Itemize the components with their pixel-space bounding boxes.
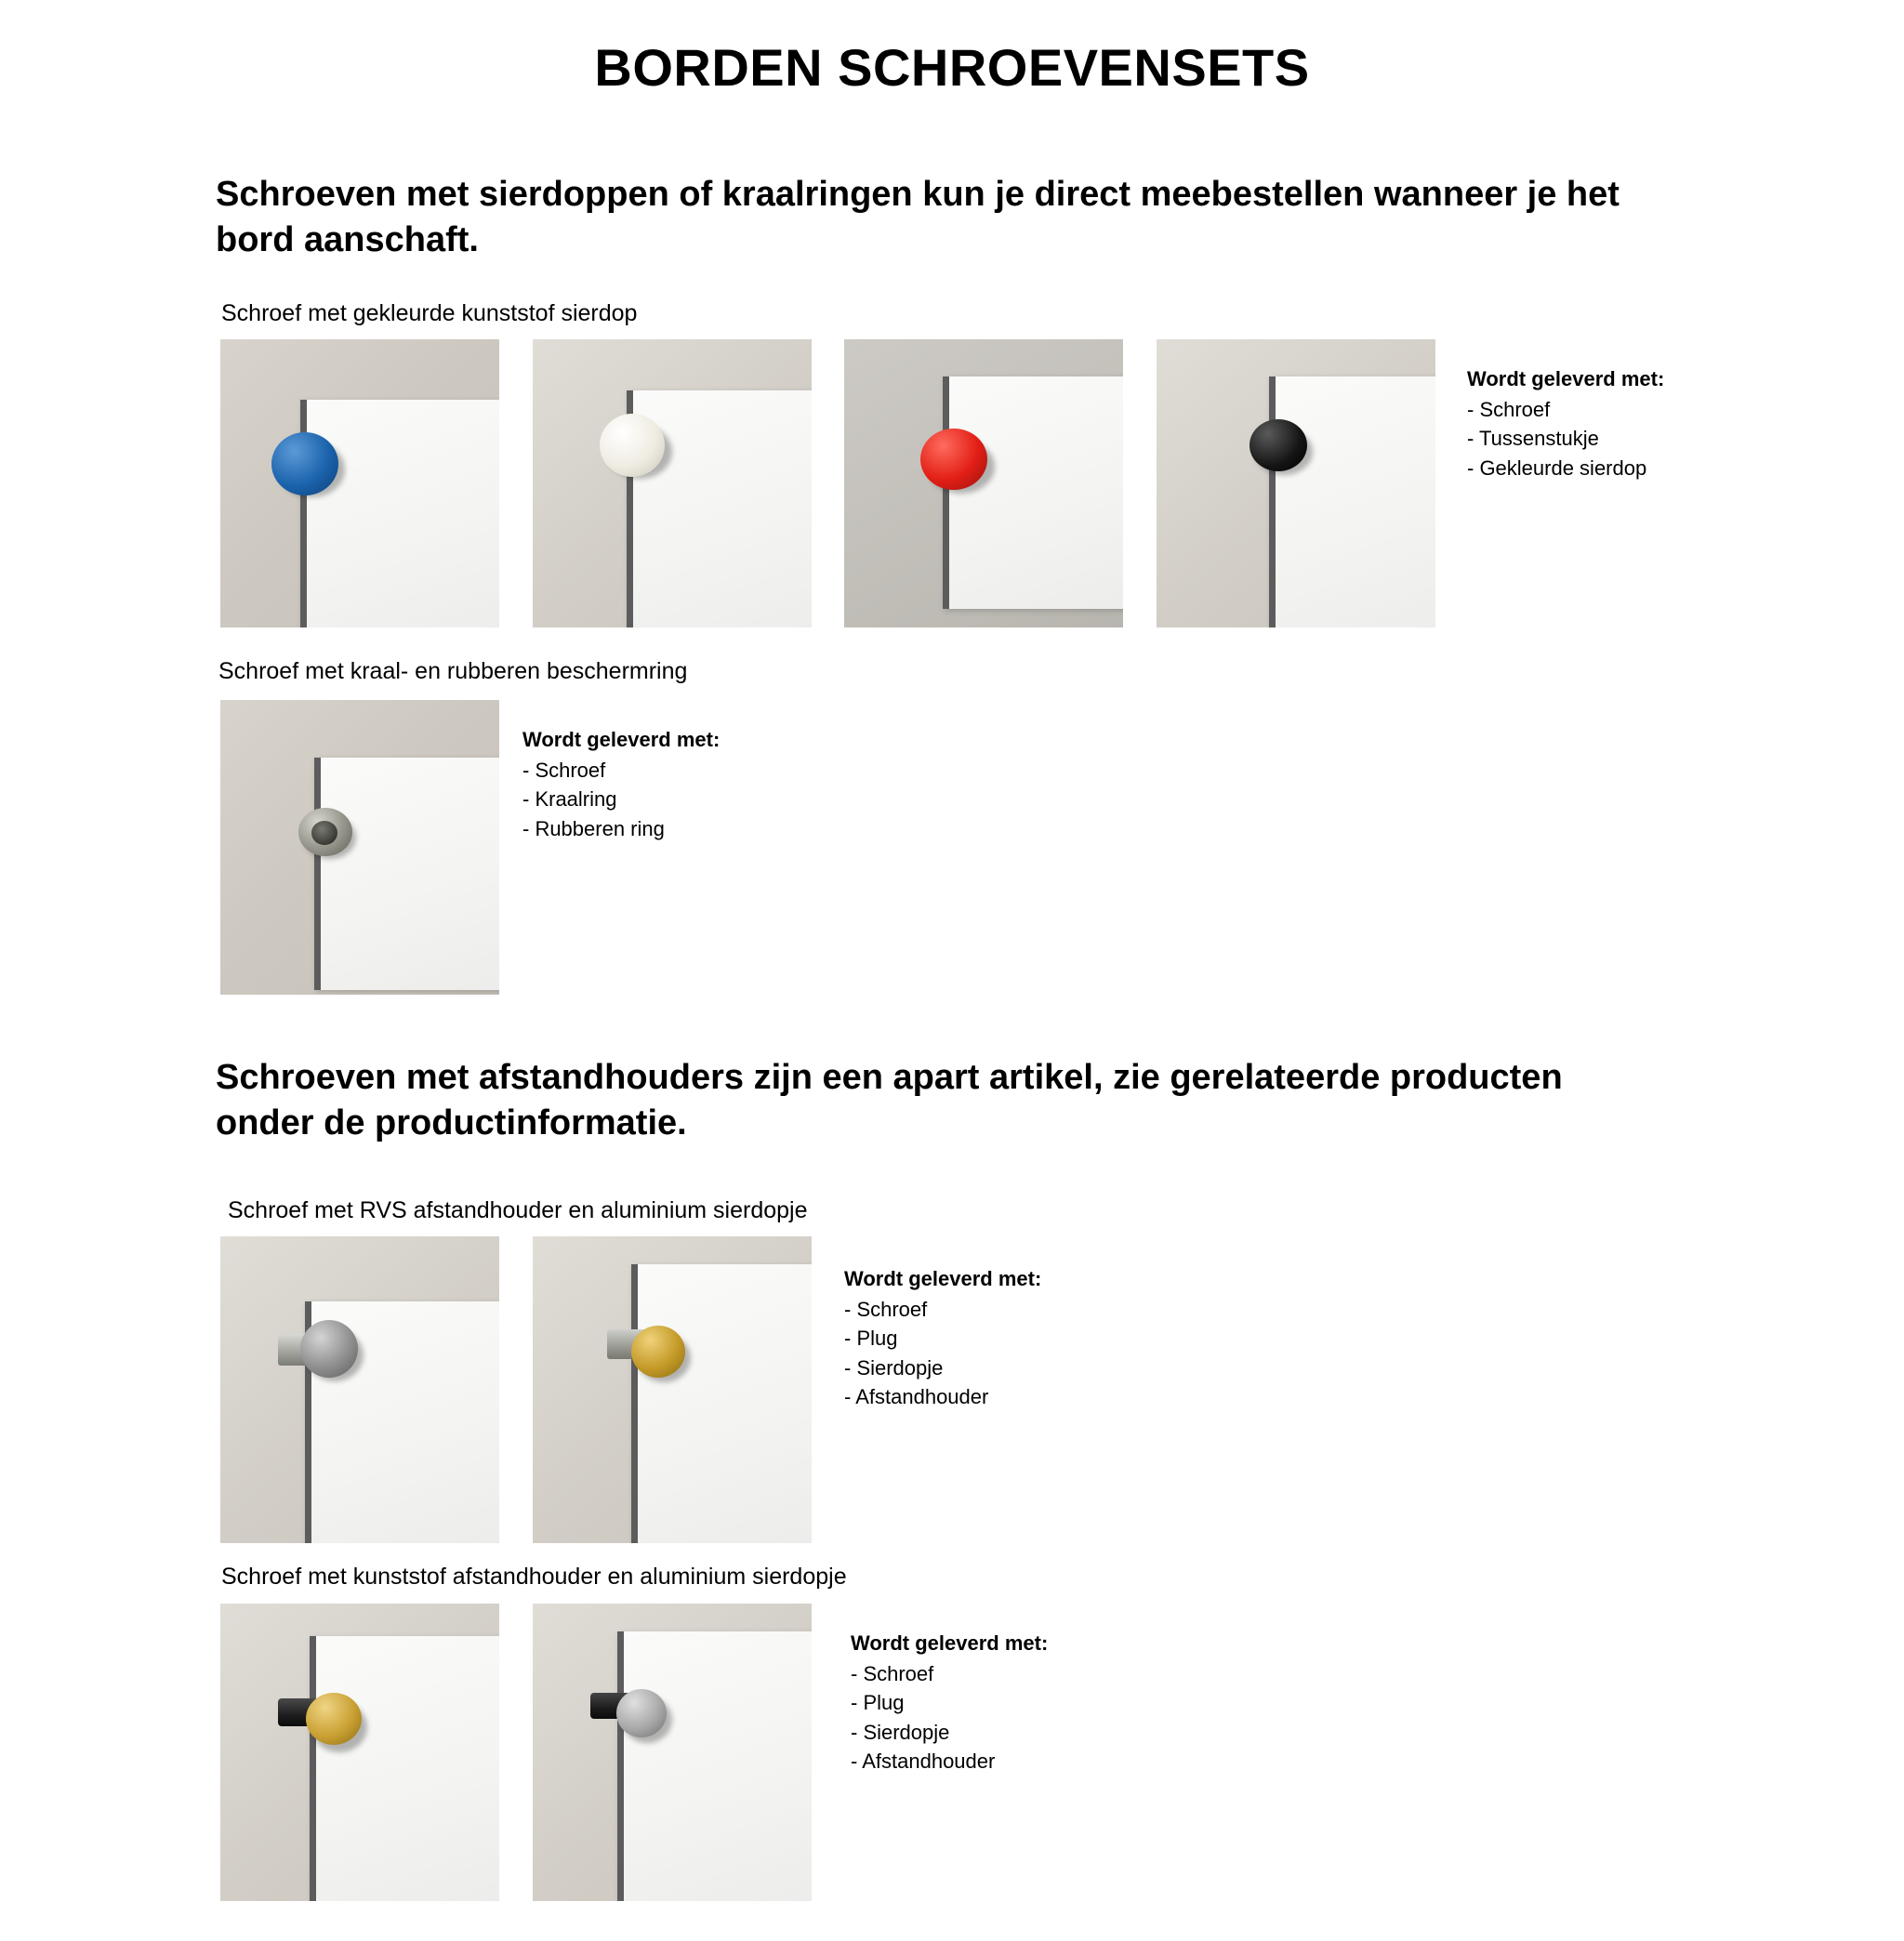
board-edge xyxy=(1269,376,1276,627)
second-heading-text: Schroeven met afstandhouders zijn een apart artikel, zie gerelateerde producten onder de productinformatie. xyxy=(216,1058,1563,1142)
spec-item: - Tussenstukje xyxy=(1467,427,1599,451)
cap-silver-icon xyxy=(616,1689,667,1737)
photo-rvs-standoff-silver xyxy=(220,1236,499,1543)
cap-gold-icon xyxy=(631,1326,685,1378)
board-edge xyxy=(617,1631,624,1901)
spec-sierdop xyxy=(1467,364,1664,482)
board-edge xyxy=(314,758,321,990)
spec-item: - Kraalring xyxy=(522,787,617,812)
spec-item: - Plug xyxy=(844,1327,898,1351)
photo-red-cap xyxy=(844,339,1123,627)
board-panel xyxy=(318,758,499,990)
photo-rvs-standoff-gold xyxy=(533,1236,812,1543)
cap-red-icon xyxy=(920,429,987,490)
label-kunststof-afstandhouder: Schroef met kunststof afstandhouder en aluminium sierdopje xyxy=(221,1564,847,1590)
cap-silver-icon xyxy=(300,1320,358,1378)
spec-title: Wordt geleverd met: xyxy=(844,1267,1042,1290)
spec-kunststof-afstandhouder xyxy=(851,1629,1048,1776)
cap-white-icon xyxy=(600,414,665,477)
photo-plastic-standoff-gold xyxy=(220,1604,499,1901)
label-kraalring: Schroef met kraal- en rubberen beschermring xyxy=(218,658,688,684)
board-panel xyxy=(1273,376,1435,627)
intro-heading xyxy=(216,172,1629,262)
spec-item: - Afstandhouder xyxy=(851,1749,996,1773)
spec-rvs-afstandhouder xyxy=(844,1264,1041,1411)
cap-blue-icon xyxy=(271,432,338,495)
spec-item: - Schroef xyxy=(844,1298,928,1322)
photo-bead-ring xyxy=(220,700,499,995)
board-edge xyxy=(943,376,949,609)
cap-gold-icon xyxy=(306,1693,362,1745)
spec-item: - Afstandhouder xyxy=(844,1384,989,1408)
board-edge xyxy=(631,1264,638,1543)
board-panel xyxy=(313,1636,499,1901)
spec-item: - Schroef xyxy=(851,1662,934,1686)
spec-item: - Sierdopje xyxy=(851,1720,950,1744)
document-page xyxy=(0,37,1904,1941)
spec-item: - Plug xyxy=(851,1691,905,1715)
spec-title: Wordt geleverd met: xyxy=(1467,367,1665,390)
photo-plastic-standoff-silver xyxy=(533,1604,812,1901)
label-rvs-afstandhouder: Schroef met RVS afstandhouder en aluminium sierdopje xyxy=(228,1197,808,1223)
screw-head-icon xyxy=(311,821,337,845)
spec-item: - Schroef xyxy=(522,759,606,783)
spec-title: Wordt geleverd met: xyxy=(522,728,721,751)
photo-black-cap xyxy=(1157,339,1435,627)
spec-item: - Schroef xyxy=(1467,398,1551,422)
photo-blue-cap xyxy=(220,339,499,627)
label-sierdop: Schroef met gekleurde kunststof sierdop xyxy=(221,300,638,326)
board-panel xyxy=(621,1631,812,1901)
cap-black-icon xyxy=(1250,419,1307,471)
board-edge xyxy=(310,1636,316,1901)
board-panel xyxy=(635,1264,812,1543)
spec-item: - Rubberen ring xyxy=(522,816,665,840)
intro-heading-text: Schroeven met sierdoppen of kraalringen kun je direct meebestellen wanneer je het bord aanschaft. xyxy=(216,175,1620,259)
board-panel xyxy=(304,400,499,627)
photo-white-cap xyxy=(533,339,812,627)
second-heading xyxy=(216,1055,1629,1145)
board-panel xyxy=(946,376,1123,609)
spec-item: - Gekleurde sierdop xyxy=(1467,456,1647,480)
spec-title: Wordt geleverd met: xyxy=(851,1631,1049,1655)
page-title: BORDEN SCHROEVENSETS xyxy=(594,38,1310,97)
spec-kraalring xyxy=(522,725,720,843)
spec-item: - Sierdopje xyxy=(844,1355,944,1380)
